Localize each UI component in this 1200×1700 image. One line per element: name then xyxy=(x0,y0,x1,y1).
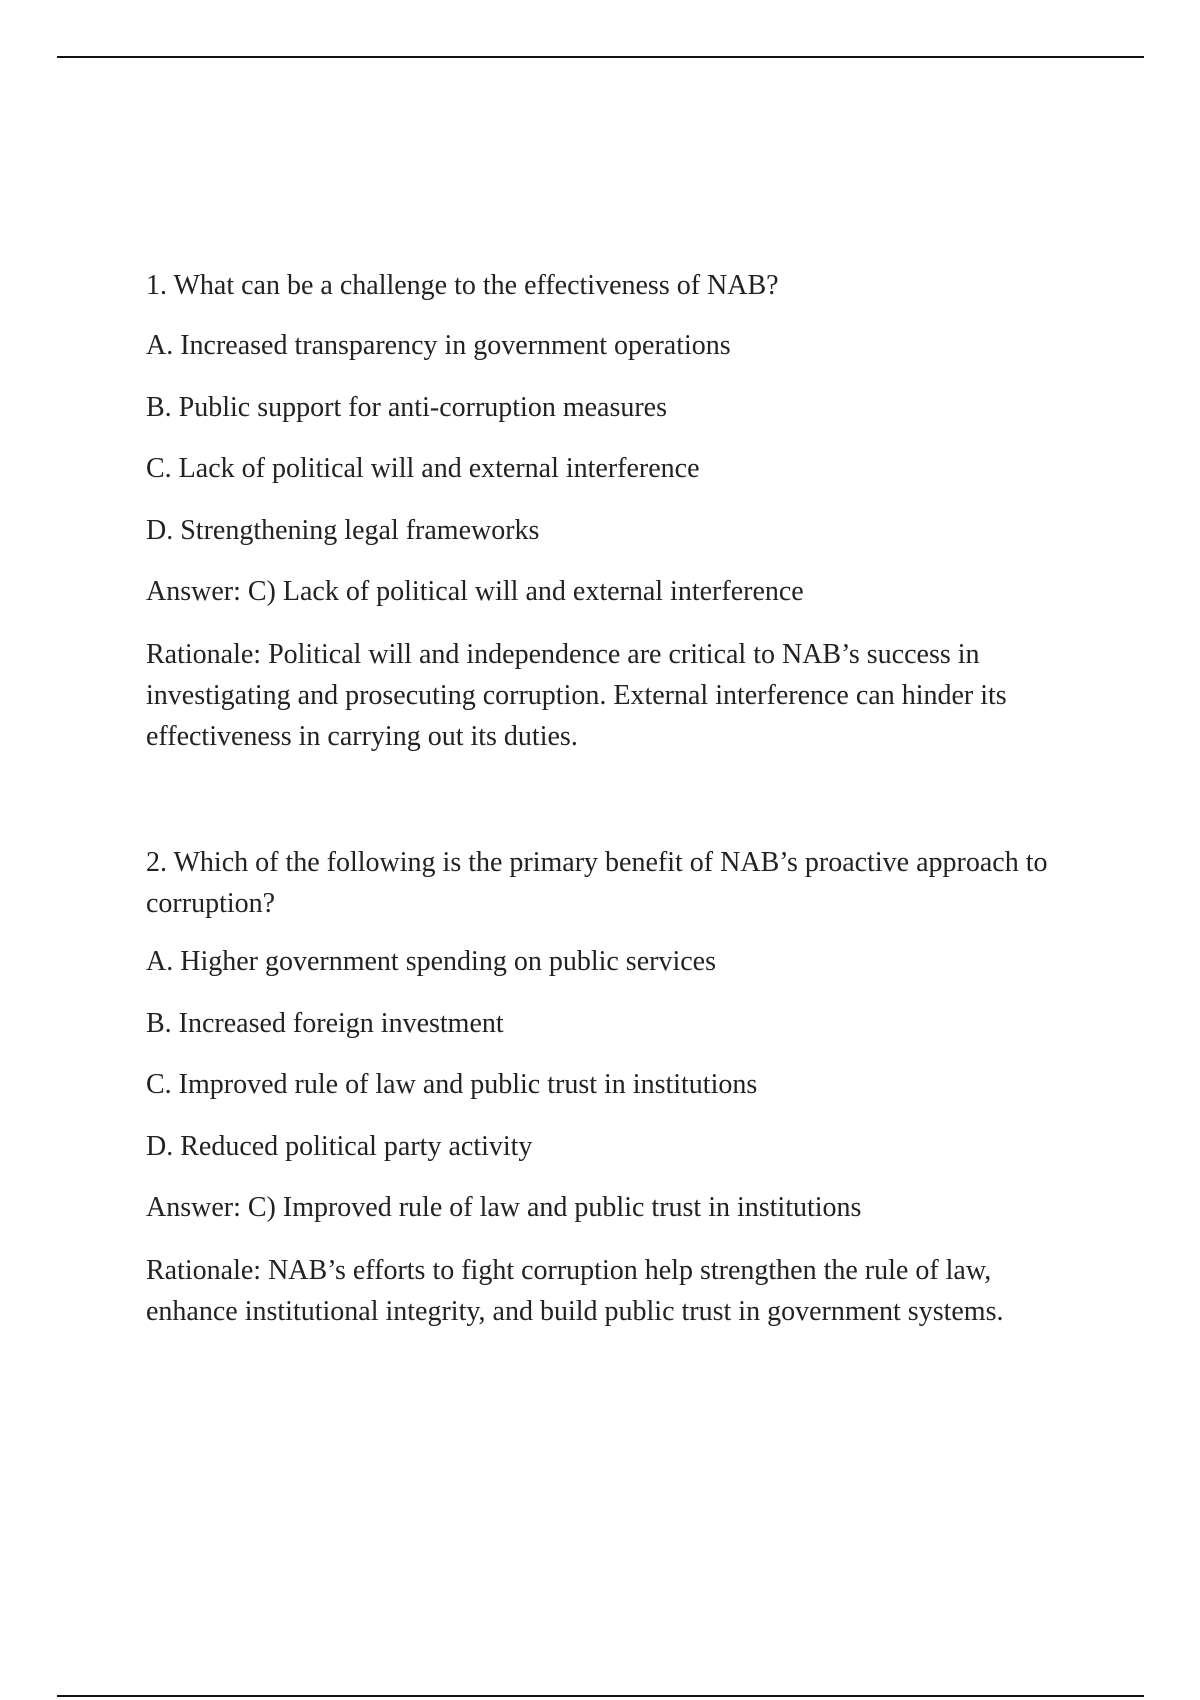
rationale-text: Rationale: NAB’s efforts to fight corruption help strengthen the rule of law, enhance institutional integrity, and build public trust in government systems. xyxy=(146,1255,1004,1327)
answer-text: Answer: C) Lack of political will and external interference xyxy=(146,576,804,607)
option-c: C. Lack of political will and external interference xyxy=(146,453,700,484)
footer-rule xyxy=(57,1695,1144,1697)
question-text: 1. What can be a challenge to the effectiveness of NAB? xyxy=(146,270,779,301)
option-c: C. Improved rule of law and public trust in institutions xyxy=(146,1069,758,1100)
option-a: A. Higher government spending on public services xyxy=(146,946,716,977)
option-b: B. Increased foreign investment xyxy=(146,1008,504,1039)
option-d: D. Reduced political party activity xyxy=(146,1131,533,1162)
header-rule xyxy=(57,56,1144,58)
option-b: B. Public support for anti-corruption measures xyxy=(146,392,668,423)
option-a: A. Increased transparency in government operations xyxy=(146,330,731,361)
rationale-text: Rationale: Political will and independence are critical to NAB’s success in investigating and prosecuting corruption. External interference can hinder its effectiveness in carrying out its duties. xyxy=(146,639,1007,752)
answer-text: Answer: C) Improved rule of law and public trust in institutions xyxy=(146,1192,862,1223)
option-d: D. Strengthening legal frameworks xyxy=(146,515,540,546)
question-text: 2. Which of the following is the primary benefit of NAB’s proactive approach to corruption? xyxy=(146,847,1048,919)
